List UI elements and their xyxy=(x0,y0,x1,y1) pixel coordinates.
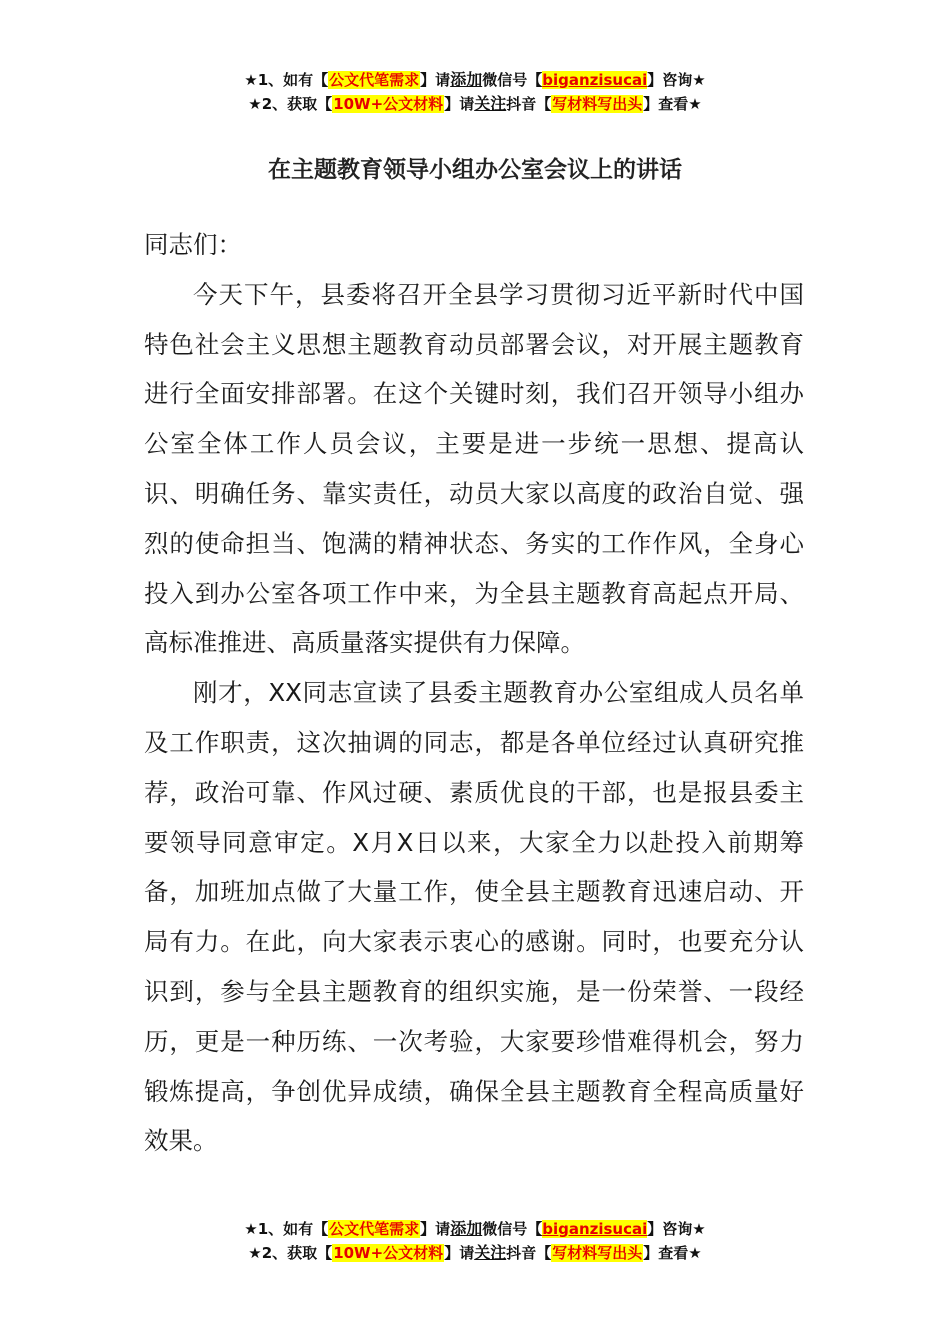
banner-text: 抖音【 xyxy=(506,95,552,113)
banner-highlight-service: 公文代笔需求 xyxy=(329,1220,420,1238)
banner-text: ★2、获取【 xyxy=(248,1244,333,1262)
paragraph-1: 今天下午，县委将召开全县学习贯彻习近平新时代中国特色社会主义思想主题教育动员部署会议，对开展主题教育进行全面安排部署。在这个关键时刻，我们召开领导小组办公室全体工作人员会议，主要是进一步统一思想、提高认识、明确任务、靠实责任，动员大家以高度的政治自觉、强烈的使命担当、饱满的精神状态、务实的工作作风，全身心投入到办公室各项工作中来，为全县主题教育高起点开局、高标准推进、高质量落实提供有力保障。 xyxy=(144,279,804,658)
document-body xyxy=(144,220,804,1166)
banner-text: 微信号【 xyxy=(482,71,543,89)
banner-wechat-id[interactable]: biganzisucai xyxy=(542,71,648,89)
banner-douyin-account: 写材料写出头 xyxy=(552,1244,643,1262)
banner-wechat-id[interactable]: biganzisucai xyxy=(542,1220,648,1238)
banner-text: 】请 xyxy=(444,1244,475,1262)
banner-text: 抖音【 xyxy=(506,1244,552,1262)
banner-highlight-service: 公文代笔需求 xyxy=(329,71,420,89)
banner-highlight-materials: 10W+公文材料 xyxy=(333,1244,444,1262)
banner-line-2 xyxy=(0,92,950,116)
banner-line-1 xyxy=(0,68,950,92)
banner-emphasis-add: 添加 xyxy=(450,70,483,89)
banner-text: ★1、如有【 xyxy=(244,1220,329,1238)
banner-text: 】查看★ xyxy=(643,95,702,113)
banner-text: ★2、获取【 xyxy=(248,95,333,113)
banner-text: 】咨询★ xyxy=(647,1220,706,1238)
header-banner xyxy=(0,68,950,116)
banner-highlight-materials: 10W+公文材料 xyxy=(333,95,444,113)
banner-emphasis-follow: 关注 xyxy=(474,1243,507,1262)
banner-emphasis-follow: 关注 xyxy=(474,94,507,113)
document-title: 在主题教育领导小组办公室会议上的讲话 xyxy=(268,157,682,183)
banner-line-2 xyxy=(0,1241,950,1265)
banner-text: 】咨询★ xyxy=(647,71,706,89)
banner-text: 】请 xyxy=(420,71,451,89)
banner-text: 】请 xyxy=(420,1220,451,1238)
footer-banner xyxy=(0,1217,950,1265)
banner-emphasis-add: 添加 xyxy=(450,1219,483,1238)
banner-text: 】查看★ xyxy=(643,1244,702,1262)
banner-text: 微信号【 xyxy=(482,1220,543,1238)
banner-text: 】请 xyxy=(444,95,475,113)
salutation: 同志们： xyxy=(144,230,242,259)
banner-line-1 xyxy=(0,1217,950,1241)
banner-douyin-account: 写材料写出头 xyxy=(552,95,643,113)
paragraph-2: 刚才，XX同志宣读了县委主题教育办公室组成人员名单及工作职责，这次抽调的同志，都是各单位经过认真研究推荐，政治可靠、作风过硬、素质优良的干部，也是报县委主要领导同意审定。X月X日以来，大家全力以赴投入前期筹备，加班加点做了大量工作，使全县主题教育迅速启动、开局有力。在此，向大家表示衷心的感谢。同时，也要充分认识到，参与全县主题教育的组织实施，是一份荣誉、一段经历，更是一种历练、一次考验，大家要珍惜难得机会，努力锻炼提高，争创优异成绩，确保全县主题教育全程高质量好效果。 xyxy=(144,678,804,1156)
banner-text: ★1、如有【 xyxy=(244,71,329,89)
